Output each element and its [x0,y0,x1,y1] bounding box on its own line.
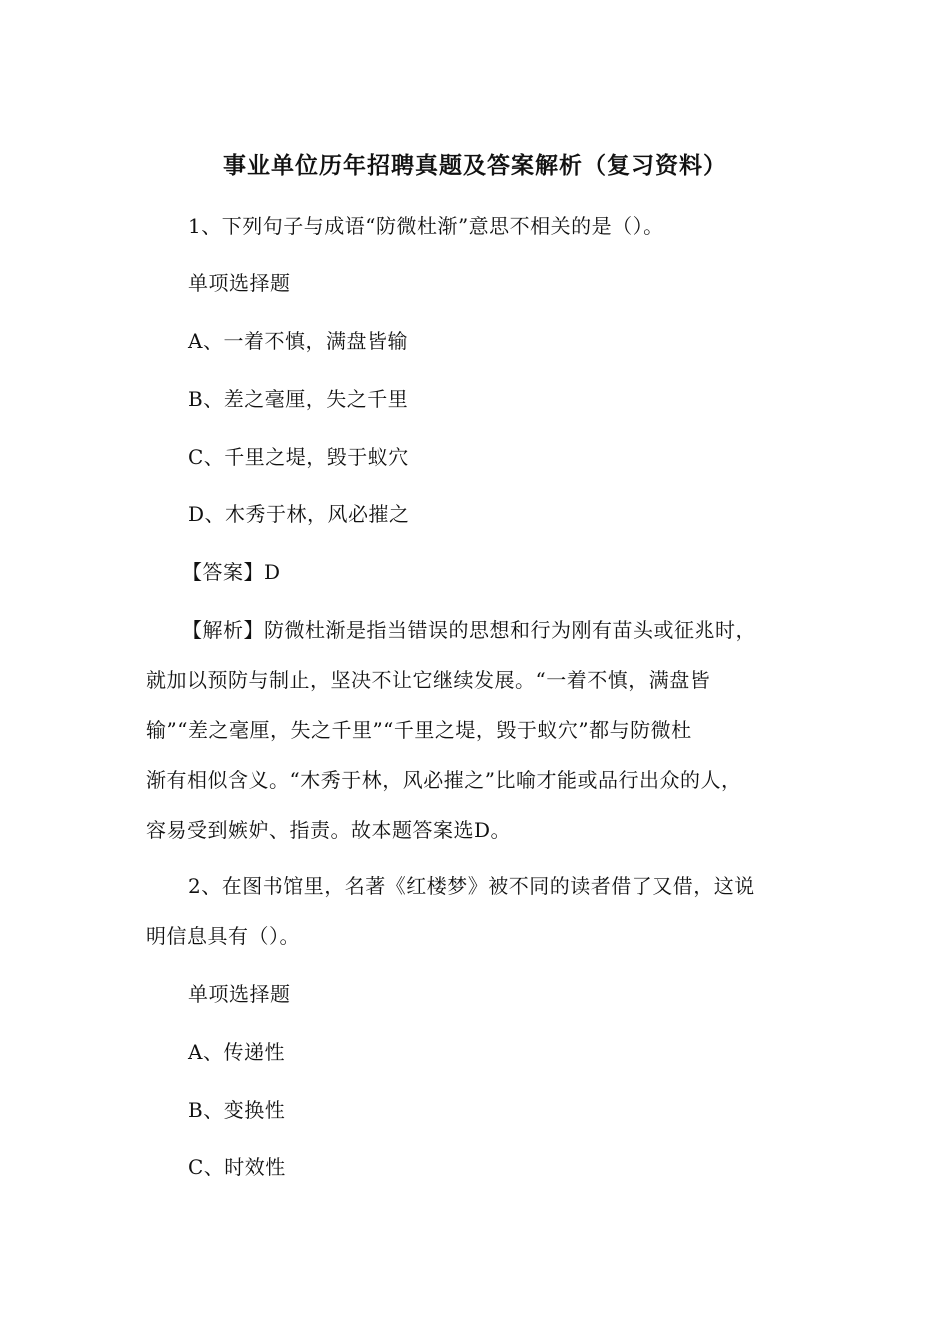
question-1-answer: 【答案】D [182,560,281,584]
analysis-line: 容易受到嫉妒、指责。故本题答案选D。 [146,818,512,842]
question-2-option-b: B、变换性 [188,1098,286,1122]
question-1-type: 单项选择题 [188,271,291,295]
question-1-option-d: D、木秀于林，风必摧之 [188,502,410,526]
question-2-line: 明信息具有（）。 [146,924,300,948]
analysis-line: 【解析】防微杜渐是指当错误的思想和行为刚有苗头或征兆时， [182,618,756,642]
document-title: 事业单位历年招聘真题及答案解析（复习资料） [223,152,727,179]
question-1-option-c: C、千里之堤，毁于蚁穴 [188,445,409,469]
question-1-option-b: B、差之毫厘，失之千里 [188,387,409,411]
question-2-option-c: C、时效性 [188,1155,286,1179]
analysis-line: 渐有相似含义。“木秀于林，风必摧之”比喻才能或品行出众的人， [146,768,742,792]
question-2-option-a: A、传递性 [188,1040,285,1064]
question-2-line: 2、在图书馆里，名著《红楼梦》被不同的读者借了又借，这说 [188,874,755,898]
analysis-line: 就加以预防与制止，坚决不让它继续发展。“一着不慎，满盘皆 [146,668,711,692]
question-1-option-a: A、一着不慎，满盘皆输 [188,329,408,353]
question-2-type: 单项选择题 [188,982,291,1006]
question-1-text: 1、下列句子与成语“防微杜渐”意思不相关的是（）。 [188,214,664,238]
analysis-line: 输”“差之毫厘，失之千里”“千里之堤，毁于蚁穴”都与防微杜 [146,718,692,742]
